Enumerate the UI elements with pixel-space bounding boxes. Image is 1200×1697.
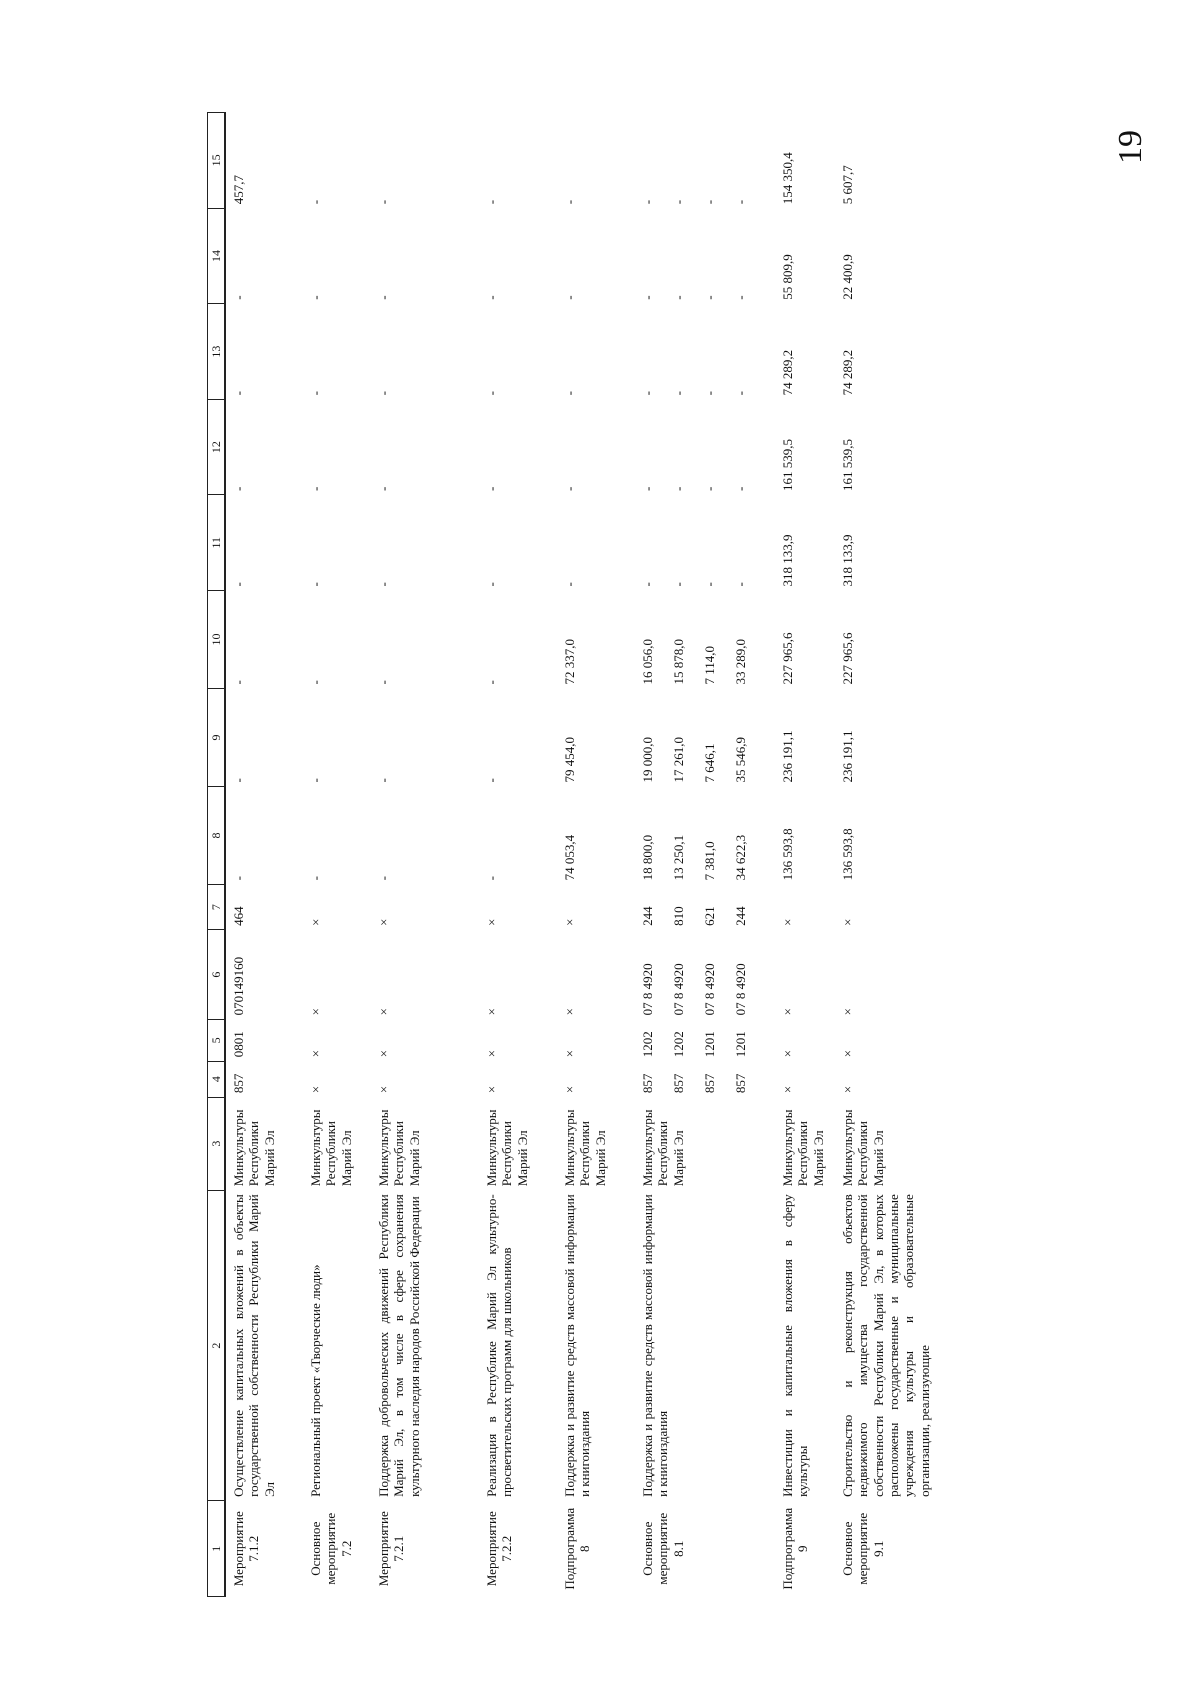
- value-line: 74 289,2: [780, 349, 795, 396]
- value-cell-c5: [479, 1019, 557, 1061]
- value-line: -: [484, 486, 499, 491]
- value-cell-c10: [225, 591, 303, 689]
- value-cell-c13: [479, 304, 557, 400]
- value-cell-c4: [303, 1061, 371, 1097]
- value-line: -: [231, 391, 246, 396]
- value-line: -: [376, 680, 391, 685]
- value-line: -: [702, 582, 717, 587]
- value-line: ×: [484, 1008, 499, 1016]
- value-line: 161 539,5: [840, 438, 855, 491]
- value-line: 236 191,1: [780, 730, 795, 783]
- value-line: 07 8 4920: [640, 963, 655, 1016]
- table-row: [557, 113, 635, 1597]
- value-line: ×: [308, 1008, 323, 1016]
- value-line: 07 8 4920: [671, 963, 686, 1016]
- description-cell: Инвестиции и капитальные вложения в сферу культуры: [780, 1194, 811, 1497]
- value-line: ×: [376, 1085, 391, 1094]
- value-line: ×: [840, 918, 855, 926]
- table-body: [225, 113, 1025, 1597]
- value-line: ×: [484, 918, 499, 926]
- value-line: ×: [780, 1008, 795, 1016]
- value-line: 136 593,8: [840, 828, 855, 881]
- value-cell-c4: [371, 1061, 479, 1097]
- value-line: -: [376, 391, 391, 396]
- item-label-cell: Мероприятие 7.1.2: [231, 1511, 262, 1587]
- value-line: 7 381,0: [702, 841, 717, 881]
- value-cell-c15: [479, 113, 557, 209]
- value-line: ×: [484, 1049, 499, 1058]
- value-line: -: [640, 295, 655, 300]
- table-row: [635, 113, 775, 1597]
- value-cell-c11: [557, 495, 635, 591]
- value-cell-c9: [835, 688, 1025, 786]
- value-cell-c15: [635, 113, 775, 209]
- value-line: -: [733, 486, 748, 491]
- value-line: -: [733, 295, 748, 300]
- value-cell-c11: [835, 495, 1025, 591]
- budget-table: [207, 112, 1025, 1597]
- table-row: [479, 113, 557, 1597]
- column-header-8: 8: [208, 786, 226, 884]
- value-cell-c11: [775, 495, 835, 591]
- executor-cell: Минкультуры Республики Марий Эл: [780, 1109, 826, 1187]
- item-label-cell: Подпрограмма 8: [562, 1507, 593, 1590]
- value-line: -: [484, 680, 499, 685]
- value-line: -: [231, 295, 246, 300]
- value-cell-c6: [775, 930, 835, 1020]
- value-line: -: [376, 778, 391, 783]
- value-cell-c13: [835, 304, 1025, 400]
- value-line: ×: [376, 1008, 391, 1016]
- value-line: 318 133,9: [780, 534, 795, 587]
- value-line: 7 114,0: [702, 645, 717, 685]
- value-cell-c9: [303, 688, 371, 786]
- value-line: -: [562, 486, 577, 491]
- value-line: -: [671, 582, 686, 587]
- value-line: 1201: [733, 1031, 748, 1058]
- value-cell-c15: [775, 113, 835, 209]
- value-line: 621: [702, 906, 717, 926]
- value-cell-c6: [479, 930, 557, 1020]
- value-cell-c6: [225, 930, 303, 1020]
- column-header-6: 6: [208, 930, 226, 1020]
- table-row: [835, 113, 1025, 1597]
- value-line: -: [231, 876, 246, 881]
- value-line: ×: [308, 1049, 323, 1058]
- value-line: -: [702, 486, 717, 491]
- item-label-cell: Основное мероприятие 8.1: [640, 1512, 686, 1585]
- value-cell-c6: [557, 930, 635, 1020]
- value-line: -: [308, 295, 323, 300]
- value-cell-c13: [225, 304, 303, 400]
- value-line: -: [308, 680, 323, 685]
- value-cell-c6: [835, 930, 1025, 1020]
- description-cell: Реализация в Республике Марий Эл культурно-просветительских программ для школьников: [484, 1194, 515, 1497]
- value-line: ×: [780, 1049, 795, 1058]
- value-line: -: [308, 582, 323, 587]
- value-line: 19 000,0: [640, 736, 655, 783]
- value-cell-c5: [635, 1019, 775, 1061]
- value-cell-c15: [371, 113, 479, 209]
- page-number: 19: [1112, 130, 1149, 164]
- value-line: 34 622,3: [733, 834, 748, 881]
- value-line: 74 053,4: [562, 834, 577, 881]
- value-cell-c5: [225, 1019, 303, 1061]
- value-line: 1202: [640, 1031, 655, 1058]
- table-row: [303, 113, 371, 1597]
- column-header-7: 7: [208, 884, 226, 929]
- value-line: ×: [562, 1085, 577, 1094]
- value-cell-c7: [303, 884, 371, 929]
- value-line: 070149160: [231, 956, 246, 1016]
- value-line: 244: [640, 906, 655, 926]
- column-header-9: 9: [208, 688, 226, 786]
- value-line: ×: [840, 1008, 855, 1016]
- executor-cell: Минкультуры Республики Марий Эл: [840, 1109, 886, 1187]
- value-line: ×: [780, 918, 795, 926]
- value-cell-c15: [225, 113, 303, 209]
- value-cell-c10: [479, 591, 557, 689]
- value-cell-c11: [225, 495, 303, 591]
- value-cell-c14: [225, 208, 303, 304]
- value-line: 74 289,2: [840, 349, 855, 396]
- executor-cell: Минкультуры Республики Марий Эл: [484, 1109, 530, 1187]
- value-cell-c10: [303, 591, 371, 689]
- executor-cell: Минкультуры Республики Марий Эл: [640, 1109, 686, 1187]
- value-cell-c5: [371, 1019, 479, 1061]
- value-line: 154 350,4: [780, 152, 795, 205]
- value-line: 318 133,9: [840, 534, 855, 587]
- executor-cell: Минкультуры Республики Марий Эл: [562, 1109, 608, 1187]
- value-line: ×: [308, 1085, 323, 1094]
- value-cell-c5: [557, 1019, 635, 1061]
- value-line: -: [376, 486, 391, 491]
- value-cell-c10: [835, 591, 1025, 689]
- value-line: -: [702, 295, 717, 300]
- value-cell-c12: [635, 399, 775, 495]
- value-line: ×: [376, 1049, 391, 1058]
- column-header-2: 2: [208, 1190, 226, 1501]
- value-line: 857: [671, 1073, 686, 1094]
- item-label-cell: Мероприятие 7.2.2: [484, 1511, 515, 1587]
- value-line: 72 337,0: [562, 638, 577, 685]
- description-cell: Осуществление капитальных вложений в объекты государственной собственности Республики Марий Эл: [231, 1194, 277, 1497]
- value-line: -: [702, 391, 717, 396]
- value-line: -: [231, 582, 246, 587]
- value-cell-c10: [775, 591, 835, 689]
- value-line: 33 289,0: [733, 638, 748, 685]
- value-line: ×: [562, 1049, 577, 1058]
- column-header-13: 13: [208, 304, 226, 400]
- value-cell-c13: [635, 304, 775, 400]
- value-line: -: [671, 391, 686, 396]
- value-cell-c12: [371, 399, 479, 495]
- value-line: 07 8 4920: [733, 963, 748, 1016]
- value-line: 227 965,6: [840, 632, 855, 685]
- header-row: [208, 113, 226, 1597]
- value-cell-c14: [371, 208, 479, 304]
- value-line: -: [640, 486, 655, 491]
- value-line: ×: [562, 918, 577, 926]
- value-line: -: [484, 199, 499, 205]
- value-line: 07 8 4920: [702, 963, 717, 1016]
- value-cell-c12: [557, 399, 635, 495]
- value-cell-c12: [303, 399, 371, 495]
- value-line: 236 191,1: [840, 730, 855, 783]
- value-line: 161 539,5: [780, 438, 795, 491]
- column-header-15: 15: [208, 113, 226, 209]
- item-label-cell: Основное мероприятие 9.1: [840, 1512, 886, 1585]
- value-cell-c13: [775, 304, 835, 400]
- value-cell-c10: [635, 591, 775, 689]
- value-cell-c5: [775, 1019, 835, 1061]
- executor-cell: Минкультуры Республики Марий Эл: [308, 1109, 354, 1187]
- value-line: -: [562, 391, 577, 396]
- value-cell-c14: [775, 208, 835, 304]
- table-row: [371, 113, 479, 1597]
- value-cell-c7: [557, 884, 635, 929]
- value-line: ×: [484, 1085, 499, 1094]
- value-line: -: [484, 295, 499, 300]
- value-cell-c8: [371, 786, 479, 884]
- value-line: 16 056,0: [640, 638, 655, 685]
- column-header-5: 5: [208, 1019, 226, 1061]
- value-line: -: [671, 199, 686, 205]
- value-line: 457,7: [231, 174, 246, 205]
- value-line: ×: [562, 1008, 577, 1016]
- value-line: 857: [733, 1073, 748, 1094]
- value-line: -: [308, 778, 323, 783]
- value-line: 79 454,0: [562, 736, 577, 783]
- value-cell-c8: [479, 786, 557, 884]
- column-header-3: 3: [208, 1097, 226, 1190]
- value-cell-c8: [835, 786, 1025, 884]
- value-line: -: [308, 486, 323, 491]
- value-line: -: [308, 199, 323, 205]
- value-line: -: [231, 778, 246, 783]
- value-cell-c7: [371, 884, 479, 929]
- value-line: ×: [780, 1085, 795, 1094]
- value-cell-c9: [479, 688, 557, 786]
- value-line: -: [671, 295, 686, 300]
- value-line: ×: [376, 918, 391, 926]
- value-cell-c5: [835, 1019, 1025, 1061]
- value-cell-c8: [557, 786, 635, 884]
- value-cell-c15: [303, 113, 371, 209]
- value-cell-c4: [775, 1061, 835, 1097]
- value-line: 857: [231, 1073, 246, 1094]
- description-cell: Поддержка добровольческих движений Республики Марий Эл, в том числе в сфере сохранения культурного наследия народов Российской Федерации: [376, 1194, 422, 1497]
- column-header-14: 14: [208, 208, 226, 304]
- value-line: 857: [640, 1073, 655, 1094]
- value-line: 18 800,0: [640, 834, 655, 881]
- value-cell-c6: [635, 930, 775, 1020]
- value-line: -: [308, 876, 323, 881]
- table-row: [775, 113, 835, 1597]
- value-cell-c8: [225, 786, 303, 884]
- value-cell-c10: [371, 591, 479, 689]
- value-line: 1202: [671, 1031, 686, 1058]
- value-line: 17 261,0: [671, 736, 686, 783]
- value-line: 15 878,0: [671, 638, 686, 685]
- value-cell-c9: [557, 688, 635, 786]
- value-cell-c4: [225, 1061, 303, 1097]
- value-line: -: [376, 582, 391, 587]
- value-cell-c14: [479, 208, 557, 304]
- value-line: 227 965,6: [780, 632, 795, 685]
- value-cell-c12: [479, 399, 557, 495]
- value-cell-c7: [775, 884, 835, 929]
- rotated-table-frame: [207, 112, 987, 1597]
- value-line: 13 250,1: [671, 834, 686, 881]
- value-cell-c15: [835, 113, 1025, 209]
- value-cell-c11: [479, 495, 557, 591]
- value-cell-c4: [479, 1061, 557, 1097]
- value-cell-c14: [835, 208, 1025, 304]
- item-label-cell: Подпрограмма 9: [780, 1507, 811, 1590]
- value-cell-c8: [635, 786, 775, 884]
- value-cell-c13: [303, 304, 371, 400]
- value-line: 244: [733, 906, 748, 926]
- value-line: -: [562, 199, 577, 205]
- value-cell-c7: [479, 884, 557, 929]
- value-line: -: [376, 199, 391, 205]
- value-cell-c9: [775, 688, 835, 786]
- value-line: -: [733, 582, 748, 587]
- value-line: -: [640, 199, 655, 205]
- description-cell: Поддержка и развитие средств массовой информации и книгоиздания: [562, 1194, 593, 1497]
- value-line: -: [484, 876, 499, 881]
- value-cell-c8: [775, 786, 835, 884]
- value-cell-c12: [775, 399, 835, 495]
- value-line: 7 646,1: [702, 743, 717, 783]
- executor-cell: Минкультуры Республики Марий Эл: [231, 1109, 277, 1187]
- value-line: -: [733, 391, 748, 396]
- value-cell-c8: [303, 786, 371, 884]
- description-cell: Строительство и реконструкция объектов недвижимого имущества государственной собственности Республики Марий Эл, в которых расположены государственные и муниципальные учреждения культуры и образовательные организации, реализующие: [840, 1194, 932, 1497]
- value-line: 810: [671, 906, 686, 926]
- value-line: -: [562, 582, 577, 587]
- value-cell-c6: [303, 930, 371, 1020]
- value-line: 464: [231, 906, 246, 926]
- value-line: -: [231, 680, 246, 685]
- value-cell-c9: [371, 688, 479, 786]
- value-cell-c4: [557, 1061, 635, 1097]
- value-line: ×: [308, 918, 323, 926]
- value-line: 5 607,7: [840, 165, 855, 205]
- value-cell-c13: [557, 304, 635, 400]
- value-line: -: [733, 199, 748, 205]
- value-cell-c6: [371, 930, 479, 1020]
- value-cell-c14: [557, 208, 635, 304]
- column-header-1: 1: [208, 1501, 226, 1597]
- value-cell-c11: [303, 495, 371, 591]
- value-line: ×: [840, 1049, 855, 1058]
- value-cell-c12: [835, 399, 1025, 495]
- column-header-11: 11: [208, 495, 226, 591]
- value-line: -: [484, 391, 499, 396]
- column-header-12: 12: [208, 399, 226, 495]
- value-line: 0801: [231, 1031, 246, 1058]
- value-cell-c13: [371, 304, 479, 400]
- value-line: 1201: [702, 1031, 717, 1058]
- value-cell-c11: [635, 495, 775, 591]
- value-cell-c5: [303, 1019, 371, 1061]
- value-cell-c14: [635, 208, 775, 304]
- value-cell-c7: [835, 884, 1025, 929]
- value-cell-c14: [303, 208, 371, 304]
- value-cell-c4: [835, 1061, 1025, 1097]
- value-cell-c7: [635, 884, 775, 929]
- value-line: -: [484, 582, 499, 587]
- value-cell-c9: [225, 688, 303, 786]
- value-line: -: [640, 582, 655, 587]
- value-cell-c12: [225, 399, 303, 495]
- value-line: -: [376, 295, 391, 300]
- value-line: -: [484, 778, 499, 783]
- value-line: -: [640, 391, 655, 396]
- value-line: 136 593,8: [780, 828, 795, 881]
- value-line: -: [702, 199, 717, 205]
- value-line: -: [308, 391, 323, 396]
- value-cell-c9: [635, 688, 775, 786]
- value-line: 857: [702, 1073, 717, 1094]
- value-line: 35 546,9: [733, 736, 748, 783]
- item-label-cell: Основное мероприятие 7.2: [308, 1512, 354, 1585]
- table-row: [225, 113, 303, 1597]
- value-cell-c10: [557, 591, 635, 689]
- column-header-4: 4: [208, 1061, 226, 1097]
- value-cell-c7: [225, 884, 303, 929]
- value-cell-c11: [371, 495, 479, 591]
- value-line: -: [376, 876, 391, 881]
- executor-cell: Минкультуры Республики Марий Эл: [376, 1109, 422, 1187]
- value-line: 55 809,9: [780, 254, 795, 300]
- value-line: 22 400,9: [840, 254, 855, 300]
- item-label-cell: Мероприятие 7.2.1: [376, 1511, 407, 1587]
- value-cell-c15: [557, 113, 635, 209]
- value-line: ×: [840, 1085, 855, 1094]
- description-cell: Региональный проект «Творческие люди»: [308, 1264, 323, 1497]
- value-line: -: [562, 295, 577, 300]
- value-line: -: [671, 486, 686, 491]
- value-cell-c4: [635, 1061, 775, 1097]
- description-cell: Поддержка и развитие средств массовой информации и книгоиздания: [640, 1194, 671, 1497]
- column-header-10: 10: [208, 591, 226, 689]
- value-line: -: [231, 486, 246, 491]
